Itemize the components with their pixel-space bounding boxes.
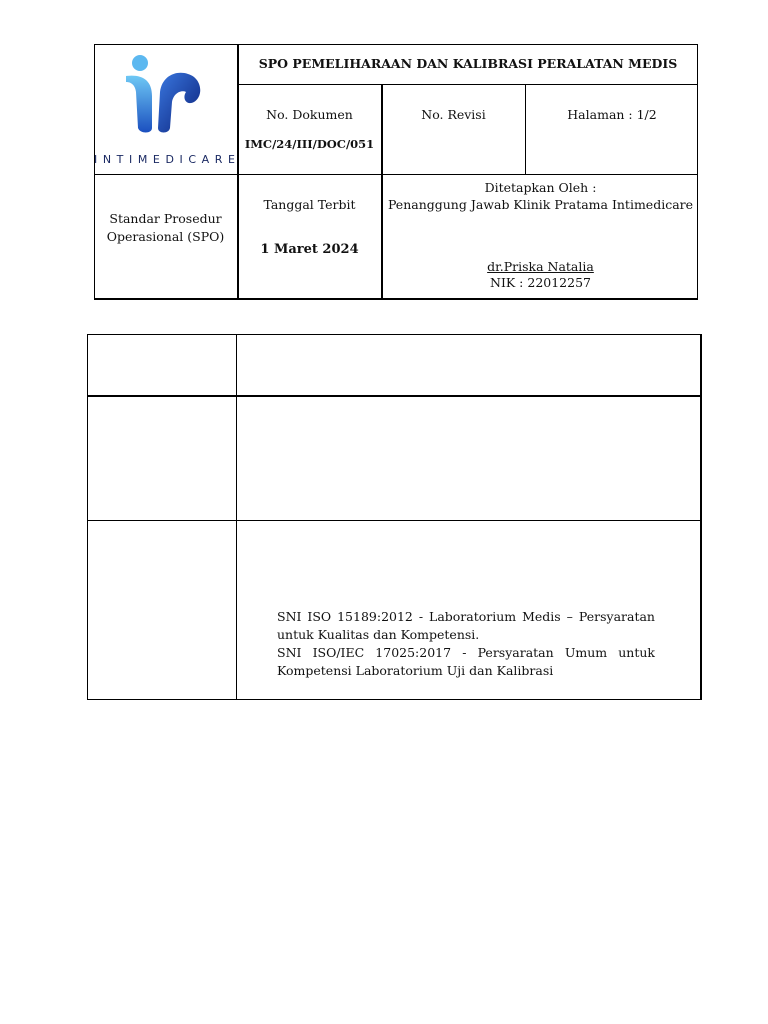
approved-by-role: Penanggung Jawab Klinik Pratama Intimedicare	[387, 197, 694, 212]
content-divider-row1	[87, 395, 702, 397]
approver-nik: NIK : 22012257	[490, 275, 591, 290]
approver-name: dr.Priska Natalia	[487, 259, 594, 274]
header-border-bottom	[94, 298, 698, 300]
document-header-table	[94, 44, 698, 299]
logo-wordmark: INTIMEDICARE	[94, 153, 241, 166]
document-title: SPO PEMELIHARAAN DAN KALIBRASI PERALATAN MEDIS	[258, 56, 678, 71]
doc-number-value: IMC/24/III/DOC/051	[244, 137, 375, 151]
reference-item: SNI ISO/IEC 17025:2017 - Persyaratan Umum untuk Kompetensi Laboratorium Uji dan Kalibrasi	[277, 645, 655, 678]
logo-icon	[124, 52, 208, 136]
content-border-left	[87, 334, 88, 700]
reference-item: SNI ISO 15189:2012 - Laboratorium Medis – Persyaratan untuk Kualitas dan Kompetensi.	[277, 609, 655, 642]
spo-label-line2: Operasional (SPO)	[106, 229, 225, 244]
issue-date-value: 1 Maret 2024	[260, 242, 359, 257]
header-divider-title	[238, 84, 698, 85]
revision-label: No. Revisi	[421, 107, 486, 122]
content-divider-vertical	[236, 334, 237, 700]
header-divider-col3	[525, 84, 526, 175]
content-border-top	[87, 334, 702, 335]
approved-by-label: Ditetapkan Oleh :	[484, 180, 597, 195]
content-divider-row2	[87, 520, 702, 521]
content-border-bottom	[87, 699, 702, 700]
company-logo	[94, 44, 241, 175]
spo-label-line1: Standar Prosedur	[109, 211, 222, 226]
page-label: Halaman : 1/2	[567, 107, 657, 122]
issue-date-label: Tanggal Terbit	[263, 197, 356, 212]
content-border-right	[700, 334, 702, 700]
spo-label	[94, 210, 237, 246]
doc-number-label: No. Dokumen	[266, 107, 353, 122]
